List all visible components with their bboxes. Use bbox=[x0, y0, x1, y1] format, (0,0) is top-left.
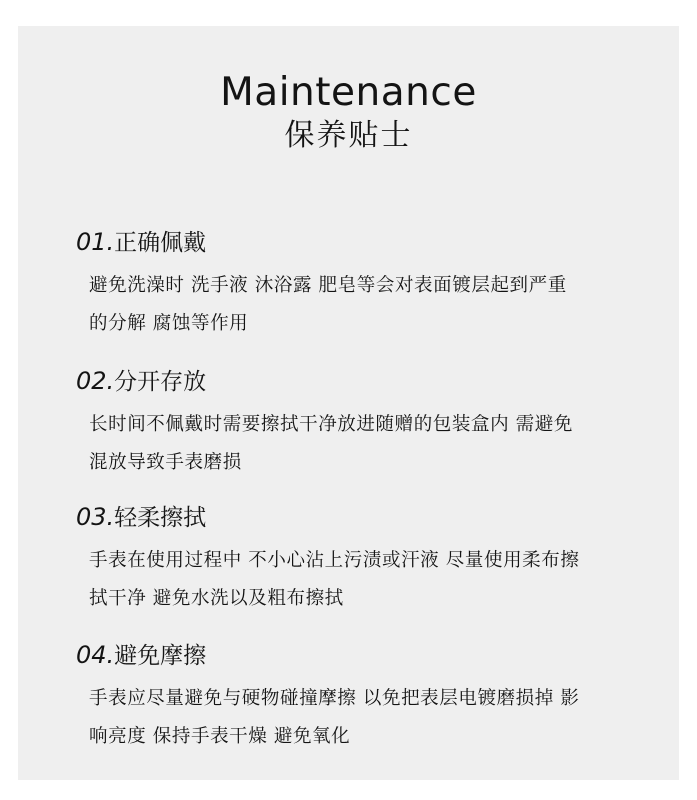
page-title-english: Maintenance bbox=[220, 70, 477, 115]
tip-section-3 bbox=[76, 502, 636, 618]
tip-number: 02. bbox=[76, 367, 115, 395]
tip-title: 正确佩戴 bbox=[114, 230, 207, 256]
tip-heading bbox=[76, 227, 636, 258]
tip-number: 03. bbox=[76, 503, 115, 531]
page-title-chinese: 保养贴士 bbox=[284, 118, 413, 153]
tip-description bbox=[76, 680, 636, 756]
tip-line: 避免洗澡时 洗手液 沐浴露 肥皂等会对表面镀层起到严重 bbox=[89, 275, 567, 296]
tip-title: 轻柔擦拭 bbox=[114, 505, 207, 531]
tip-section-2 bbox=[76, 366, 636, 482]
tip-line: 拭干净 避免水洗以及粗布擦拭 bbox=[89, 588, 344, 609]
tip-line: 混放导致手表磨损 bbox=[89, 452, 242, 473]
tip-section-4 bbox=[76, 640, 636, 756]
tip-line: 的分解 腐蚀等作用 bbox=[89, 313, 249, 334]
tip-line: 手表在使用过程中 不小心沾上污渍或汗液 尽量使用柔布擦 bbox=[89, 550, 580, 571]
tip-description bbox=[76, 267, 636, 343]
tip-description bbox=[76, 542, 636, 618]
tip-section-1 bbox=[76, 227, 636, 343]
tip-number: 04. bbox=[76, 641, 115, 669]
tip-heading bbox=[76, 502, 636, 533]
tip-heading bbox=[76, 640, 636, 671]
tip-title: 分开存放 bbox=[114, 369, 207, 395]
tip-number: 01. bbox=[76, 228, 115, 256]
tip-description bbox=[76, 406, 636, 482]
tip-line: 手表应尽量避免与硬物碰撞摩擦 以免把表层电镀磨损掉 影 bbox=[89, 688, 580, 709]
tip-line: 响亮度 保持手表干燥 避免氧化 bbox=[89, 726, 351, 747]
tip-title: 避免摩擦 bbox=[114, 643, 207, 669]
tip-heading bbox=[76, 366, 636, 397]
tip-line: 长时间不佩戴时需要擦拭干净放进随赠的包装盒内 需避免 bbox=[89, 414, 573, 435]
